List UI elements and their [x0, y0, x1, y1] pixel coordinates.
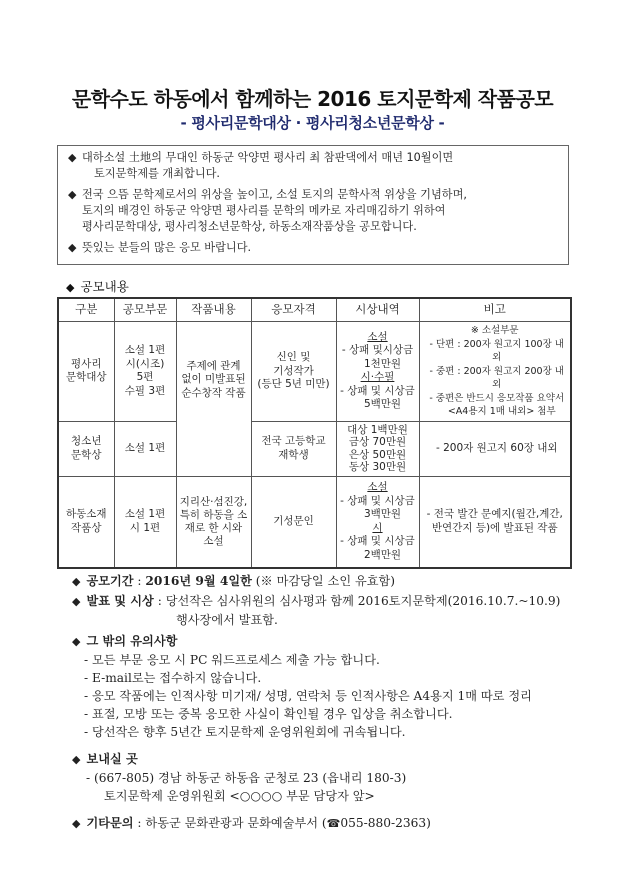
contest-heading: ◆ 공모내용	[66, 279, 129, 294]
diamond-bullet-icon: ◆	[72, 575, 81, 588]
eligibility-cell: 신인 및 기성작가 (등단 5년 미만)	[251, 322, 336, 422]
intro-box	[57, 145, 569, 265]
eligibility-cell: 기성문인	[251, 476, 336, 568]
notes-cell: - 200자 원고지 60장 내외	[419, 421, 571, 476]
category-cell: 평사리 문학대상	[58, 322, 114, 422]
notices-section: ◆ 그 밖의 유의사항 - 모든 부문 응모 시 PC 워드프로세스 제출 가능 합니다. - E-mail로는 접수하지 않습니다. - 응모 작품에는 인적사항 미기재/ 성명, 연락처 등 인적사항은 A4용지 1매 따로 정리 - 표절, 모방 또는 중복 응모한 사실이 확인될 경우 입상을 취소합니다. - 당선작은 향후 5년간 토지문학제 운영위원회에 귀속됩니다.	[72, 634, 532, 739]
list-item: - 모든 부문 응모 시 PC 워드프로세스 제출 가능 합니다.	[84, 653, 380, 667]
column-header: 비고	[419, 298, 571, 322]
list-item: - 표절, 모방 또는 중복 응모한 사실이 확인될 경우 입상을 취소합니다.	[84, 707, 453, 721]
fields-cell: 소설 1편 시 1편	[114, 476, 176, 568]
diamond-bullet-icon: ◆	[72, 595, 81, 608]
mailing-section: ◆ 보내실 곳 - (667-805) 경남 하동군 하동읍 군청로 23 (읍내리 180-3) 토지문학제 운영위원회 <○○○○ 부문 담당자 앞>	[72, 752, 407, 803]
diamond-bullet-icon: ◆	[66, 281, 75, 294]
diamond-bullet-icon: ◆	[72, 635, 81, 648]
intro-item: ◆ 전국 으뜸 문학제로서의 위상을 높이고, 소설 토지의 문학사적 위상을 기념하며, 토지의 배경인 하동군 악양면 평사리를 문학의 메카로 자리매김하기 위하여 평사리문학대상, 평사리청소년문학상, 하동소재작품상을 공모합니다.	[68, 188, 467, 233]
list-item: - E-mail로는 접수하지 않습니다.	[84, 671, 262, 685]
column-header: 구분	[58, 298, 114, 322]
page-title: 문학수도 하동에서 함께하는 2016 토지문학제 작품공모	[71, 87, 554, 111]
category-cell: 청소년 문학상	[58, 421, 114, 476]
awards-cell: 대상 1백만원 금상 70만원 은상 50만원 동상 30만원	[336, 421, 419, 476]
table-header-row	[58, 298, 571, 322]
intro-item: ◆ 뜻있는 분들의 많은 응모 바랍니다.	[68, 241, 252, 254]
fields-cell: 소설 1편	[114, 421, 176, 476]
table-row	[58, 476, 571, 568]
list-item: - 응모 작품에는 인적사항 미기재/ 성명, 연락처 등 인적사항은 A4용지 1매 따로 정리	[84, 689, 532, 703]
eligibility-cell: 전국 고등학교 재학생	[251, 421, 336, 476]
diamond-bullet-icon: ◆	[68, 188, 77, 201]
category-cell: 하동소재 작품상	[58, 476, 114, 568]
fields-cell: 소설 1편 시(시조) 5편 수필 3편	[114, 322, 176, 422]
column-header: 공모부문	[114, 298, 176, 322]
diamond-bullet-icon: ◆	[72, 817, 81, 830]
column-header: 응모자격	[251, 298, 336, 322]
table-row	[58, 322, 571, 422]
content-cell: 주제에 관계 없이 미발표된 순수창작 작품	[176, 322, 251, 477]
notes-cell: ※ 소설부문 - 단편 : 200자 원고지 100장 내외 - 중편 : 200자 원고지 200장 내외 - 중편은 반드시 응모작품 요약서 <A4용지 1매 내외> 첨부	[419, 322, 571, 422]
phone-icon: ☎	[326, 817, 341, 830]
contest-table	[57, 297, 572, 569]
content-cell: 지리산·섬진강, 특히 하동을 소 재로 한 시와 소설	[176, 476, 251, 568]
table-row	[58, 421, 571, 476]
awards-cell: 소설 - 상패 및 시상금 3백만원 시 - 상패 및 시상금 2백만원	[336, 476, 419, 568]
announcement-section: ◆ 발표 및 시상 : 당선작은 심사위원의 심사평과 함께 2016토지문학제(2016.10.7.~10.9) 행사장에서 발표함.	[72, 594, 561, 627]
intro-item: ◆ 대하소설 土地의 무대인 하동군 악양면 평사리 최 참판댁에서 매년 10월이면 토지문학제를 개최합니다.	[68, 151, 454, 180]
column-header: 시상내역	[336, 298, 419, 322]
notes-cell: - 전국 발간 문예지(월간,계간, 반연간지 등)에 발표된 작품	[419, 476, 571, 568]
awards-cell: 소설 - 상패 및시상금 1천만원 시·수필 - 상패 및 시상금 5백만원	[336, 322, 419, 422]
page-subtitle: - 평사리문학대상 · 평사리청소년문학상 -	[180, 114, 445, 132]
column-header: 작품내용	[176, 298, 251, 322]
list-item: - 당선작은 향후 5년간 토지문학제 운영위원회에 귀속됩니다.	[84, 725, 406, 739]
diamond-bullet-icon: ◆	[72, 753, 81, 766]
inquiry-line: ◆ 기타문의 : 하동군 문화관광과 문화예술부서 (☎055-880-2363)	[72, 814, 431, 833]
period-line: ◆ 공모기간 : 2016년 9월 4일한 (※ 마감당일 소인 유효함)	[72, 572, 395, 591]
diamond-bullet-icon: ◆	[68, 151, 77, 164]
diamond-bullet-icon: ◆	[68, 241, 77, 254]
